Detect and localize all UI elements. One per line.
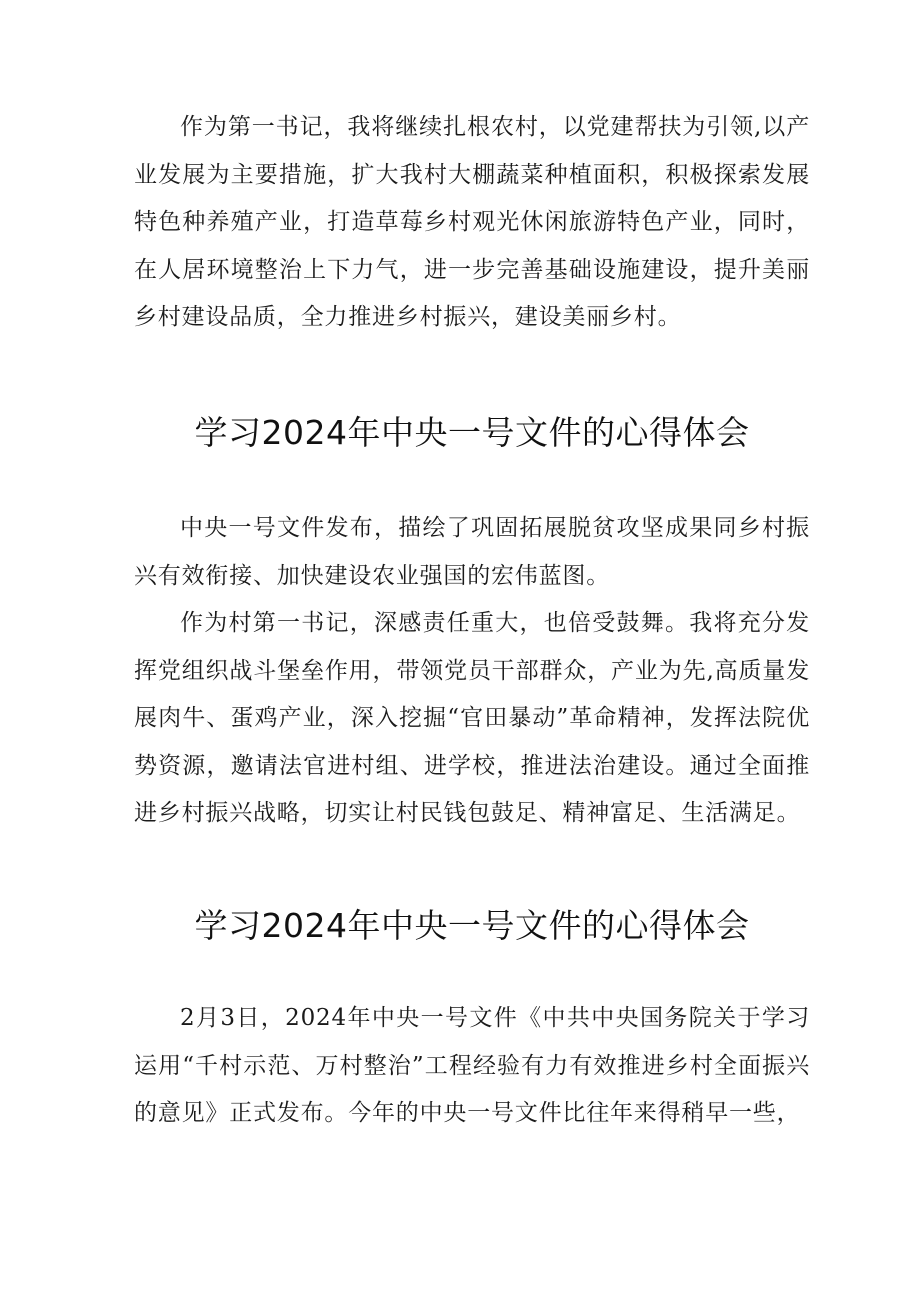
body-paragraph-first-secretary: 作为第一书记，我将继续扎根农村，以党建帮扶为引领,以产业发展为主要措施，扩大我村大棚蔬菜种植面积，积极探索发展特色种养殖产业，打造草莓乡村观光休闲旅游特色产业，同时，在人居环境整治上下力气，进一步完善基础设施建设，提升美丽乡村建设品质，全力推进乡村振兴，建设美丽乡村。 — [134, 114, 810, 330]
body-paragraph-document-release: 中央一号文件发布，描绘了巩固拓展脱贫攻坚成果同乡村振兴有效衔接、加快建设农业强国的宏伟蓝图。 — [134, 515, 810, 589]
section-title-1: 学习2024年中央一号文件的心得体会 — [194, 413, 750, 452]
section-title-2: 学习2024年中央一号文件的心得体会 — [194, 906, 750, 945]
body-paragraph-village-secretary: 作为村第一书记，深感责任重大，也倍受鼓舞。我将充分发挥党组织战斗堡垒作用，带领党员干部群众，产业为先,高质量发展肉牛、蛋鸡产业，深入挖掘“官田暴动”革命精神，发挥法院优势资源，邀请法官进村组、进学校，推进法治建设。通过全面推进乡村振兴战略，切实让村民钱包鼓足、精神富足、生活满足。 — [134, 610, 810, 826]
body-paragraph-feb-release: 2月3日，2024年中央一号文件《中共中央国务院关于学习运用“千村示范、万村整治”工程经验有力有效推进乡村全面振兴的意见》正式发布。今年的中央一号文件比往年来得稍早一些， — [134, 1005, 810, 1126]
